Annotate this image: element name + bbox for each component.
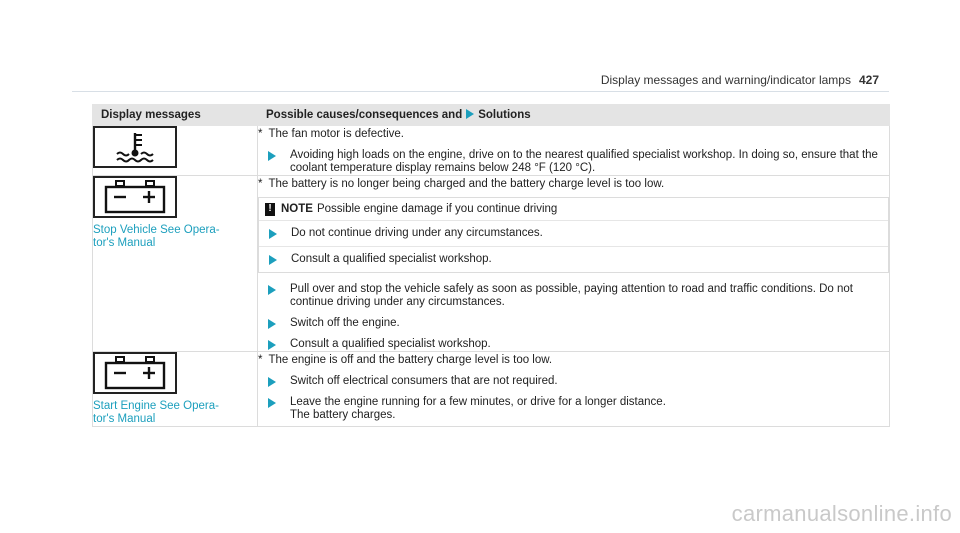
step-text: Leave the engine running for a few minutes, or drive for a longer distance. [290, 396, 666, 408]
col-header-solutions-text: Solutions [478, 109, 531, 121]
cause-line [258, 177, 889, 191]
table-header-row [93, 105, 890, 126]
asterisk-icon: * [258, 354, 263, 366]
display-message-cell [93, 126, 258, 176]
warning-exclamation-icon: ! [265, 203, 275, 216]
solution-step [258, 283, 889, 309]
display-messages-table [92, 104, 890, 427]
note-label: NOTE [281, 203, 313, 215]
table-row [93, 352, 890, 427]
col-header-causes-text: Possible causes/consequences and [266, 109, 463, 121]
step-arrow-icon [268, 151, 276, 161]
cause-text: The engine is off and the battery charge level is too low. [268, 354, 553, 366]
step-text: Consult a qualified specialist workshop. [291, 253, 492, 265]
section-title: Display messages and warning/indicator lamps [600, 73, 851, 87]
step-text: Avoiding high loads on the engine, drive on to the nearest qualified specialist workshop. In doing so, ensure that the coolant temperature display remains below 248 °F (120 °C). [290, 149, 878, 174]
page-header [0, 0, 960, 92]
display-message-line: Start Engine See Opera- [93, 400, 219, 412]
table-row [93, 176, 890, 352]
table-row [93, 126, 890, 176]
running-header [601, 73, 879, 87]
solution-step [258, 338, 889, 351]
step-text: Switch off the engine. [290, 317, 400, 329]
step-arrow-icon [268, 377, 276, 387]
note-step [259, 221, 888, 246]
step-arrow-icon [269, 229, 277, 239]
watermark: carmanualsonline.info [731, 501, 952, 526]
note-text: Possible engine damage if you continue driving [316, 203, 558, 215]
display-message-line: tor's Manual [93, 237, 156, 249]
coolant-temperature-icon [93, 126, 177, 168]
col-header-causes [258, 105, 890, 126]
solution-step [258, 375, 889, 388]
battery-icon [93, 352, 177, 394]
step-arrow-icon [268, 340, 276, 350]
display-message-cell [93, 352, 258, 427]
display-message-line: Stop Vehicle See Opera- [93, 224, 220, 236]
solutions-cell [258, 176, 890, 352]
page-number: 427 [858, 73, 879, 87]
solutions-cell [258, 126, 890, 176]
solutions-cell [258, 352, 890, 427]
asterisk-icon: * [258, 128, 263, 140]
solution-step [258, 149, 889, 175]
step-result-text: The battery charges. [290, 409, 396, 421]
note-header [259, 198, 888, 221]
note-box [258, 197, 889, 273]
col-header-display-messages: Display messages [93, 105, 258, 126]
step-arrow-icon [269, 255, 277, 265]
display-message-line: tor's Manual [93, 413, 156, 425]
step-text-group [290, 396, 666, 422]
cause-text: The battery is no longer being charged and the battery charge level is too low. [268, 178, 665, 190]
solutions-arrow-icon [466, 109, 474, 119]
solution-step [258, 317, 889, 330]
asterisk-icon: * [258, 178, 263, 190]
solution-step [258, 396, 889, 422]
display-message-cell [93, 176, 258, 352]
step-arrow-icon [268, 319, 276, 329]
cause-line [258, 127, 889, 141]
step-text: Do not continue driving under any circumstances. [291, 227, 543, 239]
display-message-text [93, 400, 257, 426]
step-arrow-icon [268, 398, 276, 408]
step-text: Consult a qualified specialist workshop. [290, 338, 491, 350]
header-divider [72, 91, 889, 92]
cause-text: The fan motor is defective. [268, 128, 404, 140]
display-message-text [93, 224, 257, 250]
step-text: Pull over and stop the vehicle safely as soon as possible, paying attention to road and traffic conditions. Do not continue driving under any circumstances. [290, 283, 853, 308]
step-arrow-icon [268, 285, 276, 295]
battery-icon [93, 176, 177, 218]
note-step [259, 246, 888, 272]
step-text: Switch off electrical consumers that are not required. [290, 375, 558, 387]
cause-line [258, 353, 889, 367]
